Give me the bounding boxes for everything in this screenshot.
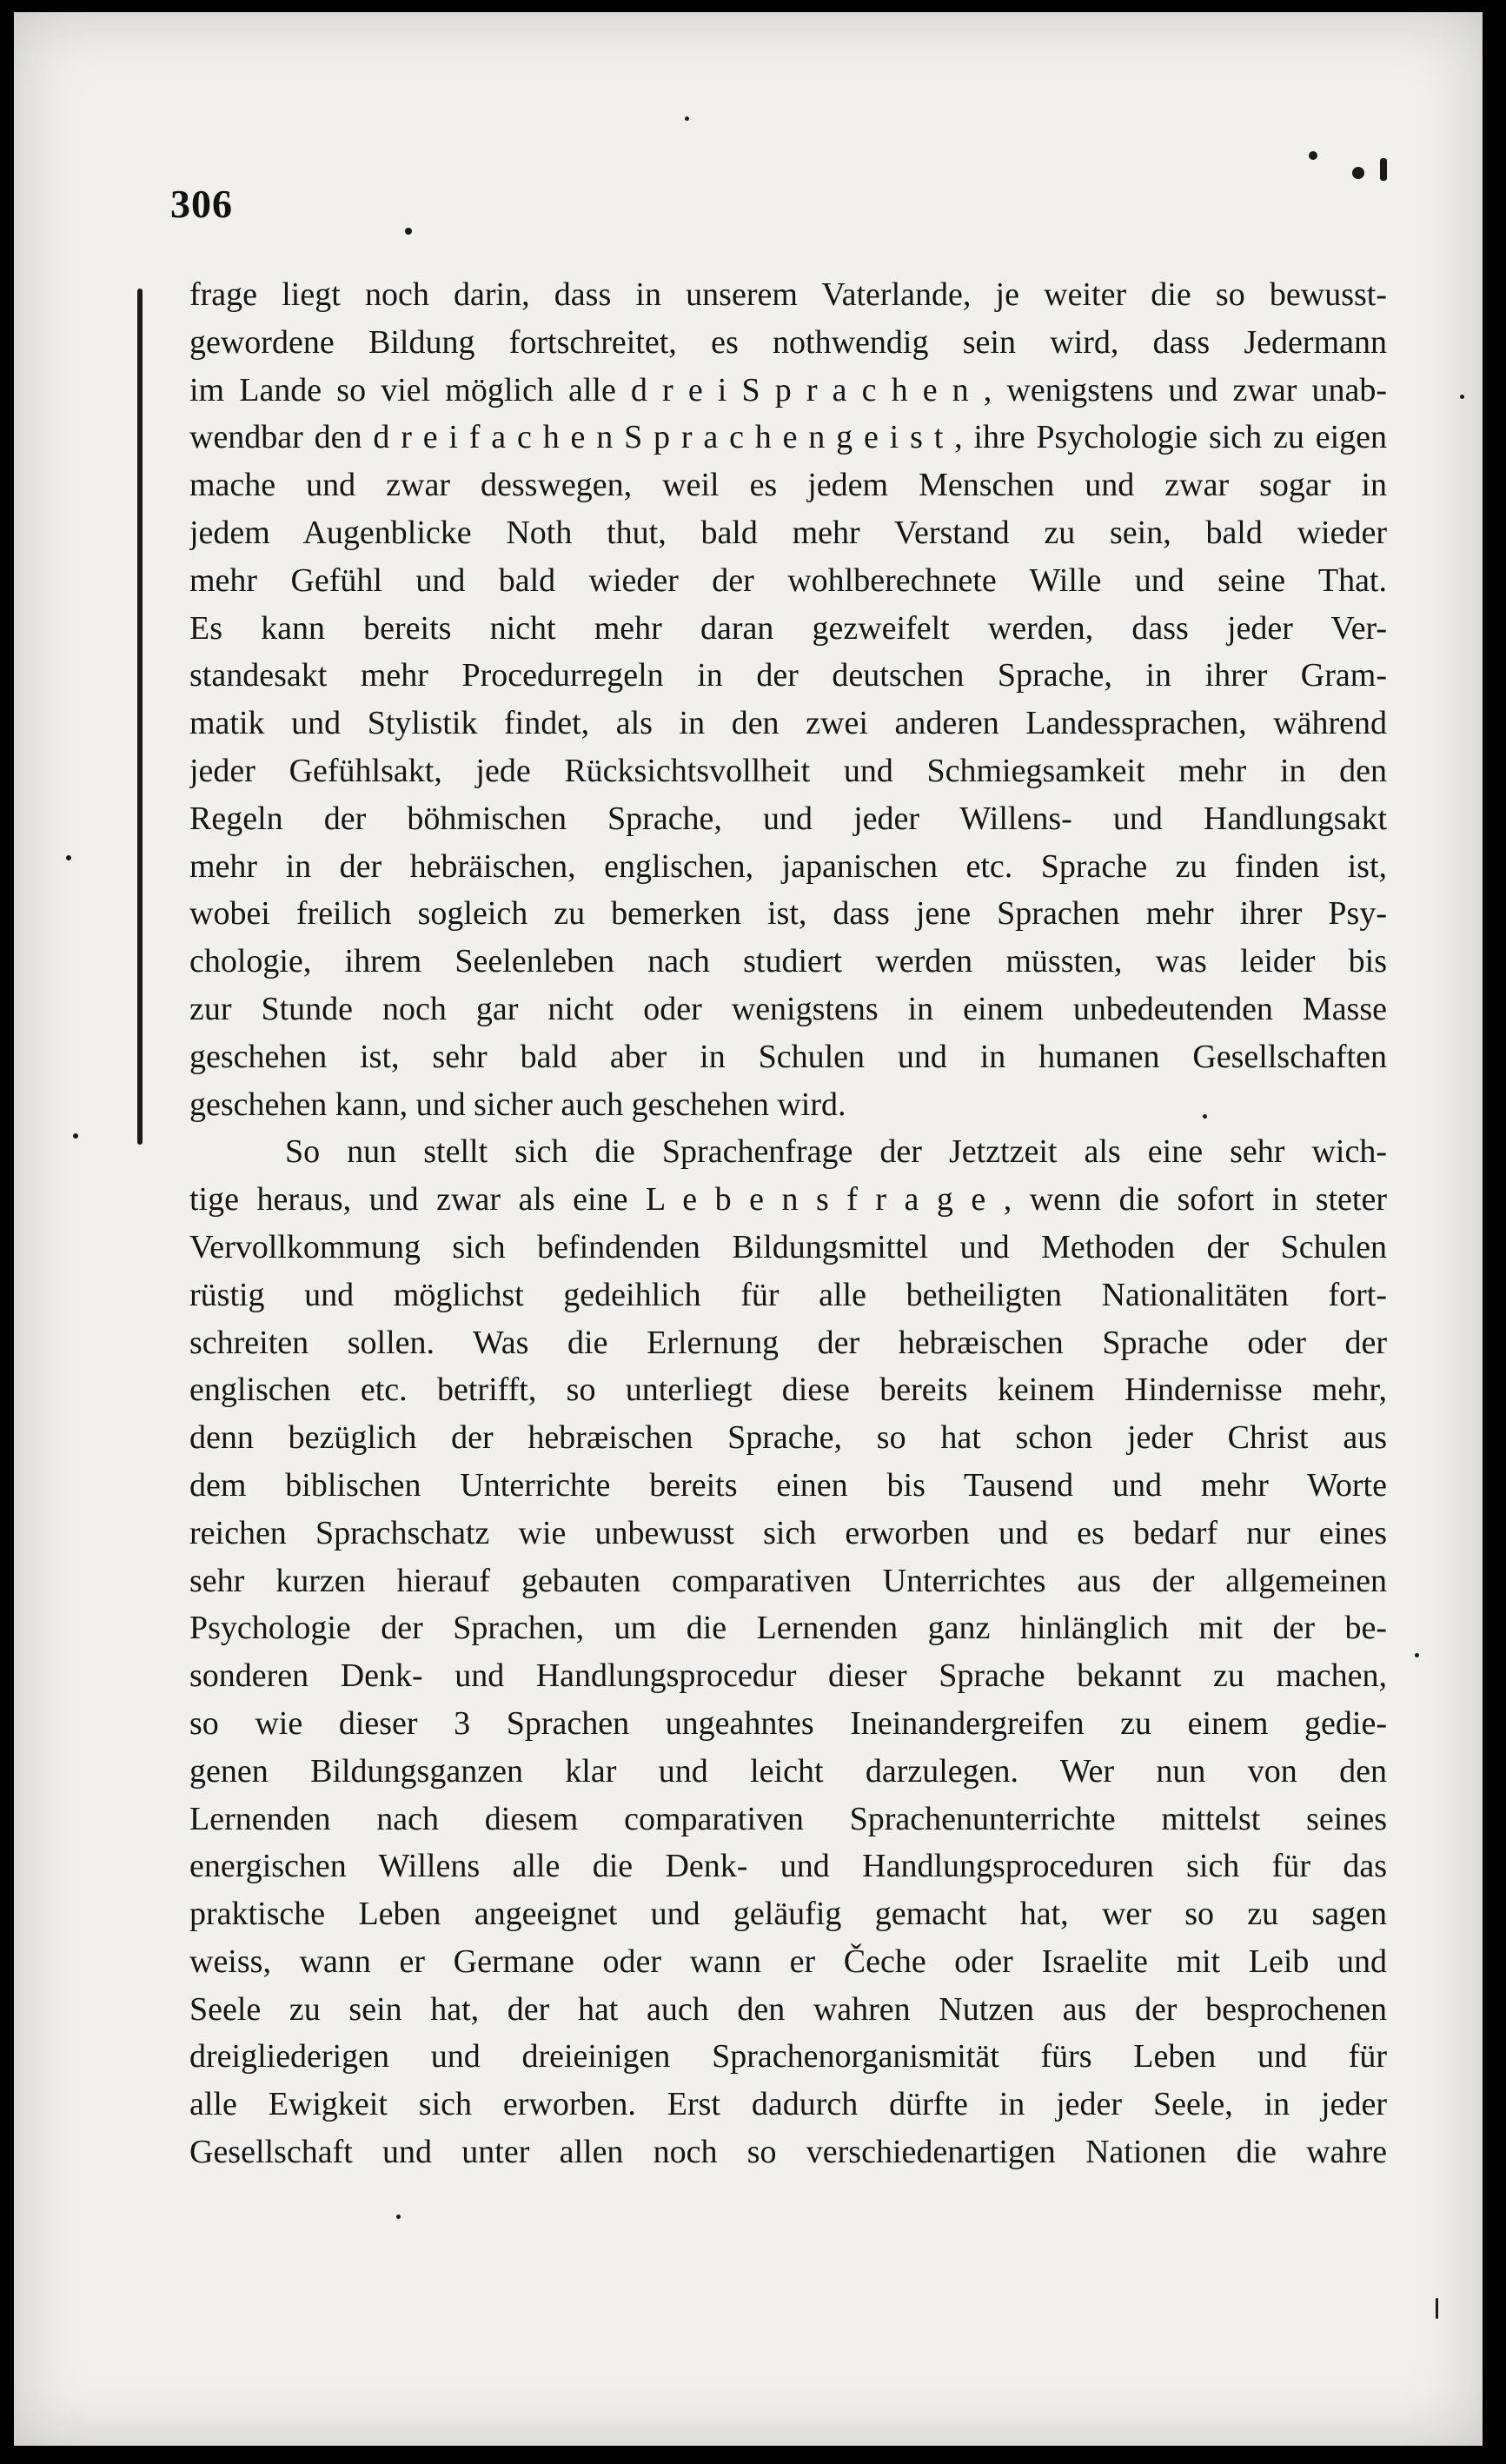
body-text [189,271,1387,2176]
text-line: matik und Stylistik findet, als in den zwei anderen Landessprachen, während [189,705,1387,742]
text-line: jeder Gefühlsakt, jede Rücksichtsvollheit und Schmiegsamkeit mehr in den [189,752,1387,789]
dust-speck [66,855,71,860]
text-line: Vervollkommung sich befindenden Bildungsmittel und Methoden der Schulen [189,1228,1387,1265]
text-line: zur Stunde noch gar nicht oder wenigstens in einem unbedeutenden Masse [189,990,1387,1027]
dust-speck [1460,395,1464,399]
text-line: standesakt mehr Procedurregeln in der deutschen Sprache, in ihrer Gram- [189,657,1387,694]
text-line: Lernenden nach diesem comparativen Sprachenunterrichte mittelst seines [189,1800,1387,1837]
text-line: Seele zu sein hat, der hat auch den wahren Nutzen aus der besprochenen [189,1990,1387,2028]
text-line: denn bezüglich der hebræischen Sprache, so hat schon jeder Christ aus [189,1419,1387,1457]
margin-pencil-line [137,289,143,1145]
text-line: geschehen kann, und sicher auch geschehen wird. [189,1086,846,1123]
text-line: tige heraus, und zwar als eine L e b e n s f r a g e , wenn die sofort in steter [189,1181,1387,1219]
text-line: sonderen Denk- und Handlungsprocedur dieser Sprache bekannt zu machen, [189,1657,1387,1695]
text-line: reichen Sprachschatz wie unbewusst sich erworben und es bedarf nur eines [189,1514,1387,1551]
text-line: chologie, ihrem Seelenleben nach studiert werden müssten, was leider bis [189,943,1387,980]
text-line: wendbar den d r e i f a c h e n S p r a c h e n g e i s t , ihre Psychologie sich zu eigen [189,419,1387,456]
text-line: im Lande so viel möglich alle d r e i S p r a c h e n , wenigstens und zwar unab- [189,371,1387,408]
text-line: praktische Leben angeeignet und geläufig gemacht hat, wer so zu sagen [189,1896,1387,1933]
text-line: genen Bildungsganzen klar und leicht darzulegen. Wer nun von den [189,1752,1387,1790]
text-line: sehr kurzen hierauf gebauten comparativen Unterrichtes aus der allgemeinen [189,1562,1387,1599]
page-number: 306 [170,182,233,226]
text-line: So nun stellt sich die Sprachenfrage der Jetztzeit als eine sehr wich- [285,1133,1387,1171]
text-line: gewordene Bildung fortschreitet, es nothwendig sein wird, dass Jedermann [189,323,1387,361]
text-line: Es kann bereits nicht mehr daran gezweifelt werden, dass jeder Ver- [189,609,1387,647]
text-line: dem biblischen Unterrichte bereits einen bis Tausend und mehr Worte [189,1466,1387,1504]
text-line: jedem Augenblicke Noth thut, bald mehr Verstand zu sein, bald wieder [189,514,1387,551]
dust-speck [1380,158,1387,181]
dust-speck [1352,167,1364,179]
dust-speck [1436,2298,1438,2319]
text-line: Regeln der böhmischen Sprache, und jeder Willens- und Handlungsakt [189,800,1387,837]
text-line: rüstig und möglichst gedeihlich für alle betheiligten Nationalitäten fort- [189,1276,1387,1313]
text-line: weiss, wann er Germane oder wann er Čeche oder Israelite mit Leib und [189,1943,1387,1980]
dust-speck [1415,1653,1419,1657]
dust-speck [685,116,689,121]
text-line: frage liegt noch darin, dass in unserem Vaterlande, je weiter die so bewusst- [189,276,1387,313]
text-line: energischen Willens alle die Denk- und Handlungsproceduren sich für das [189,1848,1387,1885]
text-line: Psychologie der Sprachen, um die Lernenden ganz hinlänglich mit der be- [189,1610,1387,1647]
dust-speck [1309,151,1317,160]
text-line: englischen etc. betrifft, so unterliegt diese bereits keinem Hindernisse mehr, [189,1371,1387,1409]
dust-speck [405,228,412,235]
text-line: alle Ewigkeit sich erworben. Erst dadurch dürfte in jeder Seele, in jeder [189,2086,1387,2123]
text-line: schreiten sollen. Was die Erlernung der hebræischen Sprache oder der [189,1324,1387,1361]
dust-speck [396,2215,401,2219]
text-line: wobei freilich sogleich zu bemerken ist, dass jene Sprachen mehr ihrer Psy- [189,895,1387,933]
text-line: dreigliederigen und dreieinigen Sprachenorganismität fürs Leben und für [189,2038,1387,2075]
text-line: Gesellschaft und unter allen noch so verschiedenartigen Nationen die wahre [189,2134,1387,2171]
dust-speck [73,1133,78,1139]
text-line: mehr in der hebräischen, englischen, japanischen etc. Sprache zu finden ist, [189,847,1387,885]
text-line: so wie dieser 3 Sprachen ungeahntes Ineinandergreifen zu einem gedie- [189,1704,1387,1742]
text-line: geschehen ist, sehr bald aber in Schulen und in humanen Gesellschaften [189,1038,1387,1075]
text-line: mache und zwar desswegen, weil es jedem Menschen und zwar sogar in [189,467,1387,504]
text-line: mehr Gefühl und bald wieder der wohlberechnete Wille und seine That. [189,561,1387,599]
